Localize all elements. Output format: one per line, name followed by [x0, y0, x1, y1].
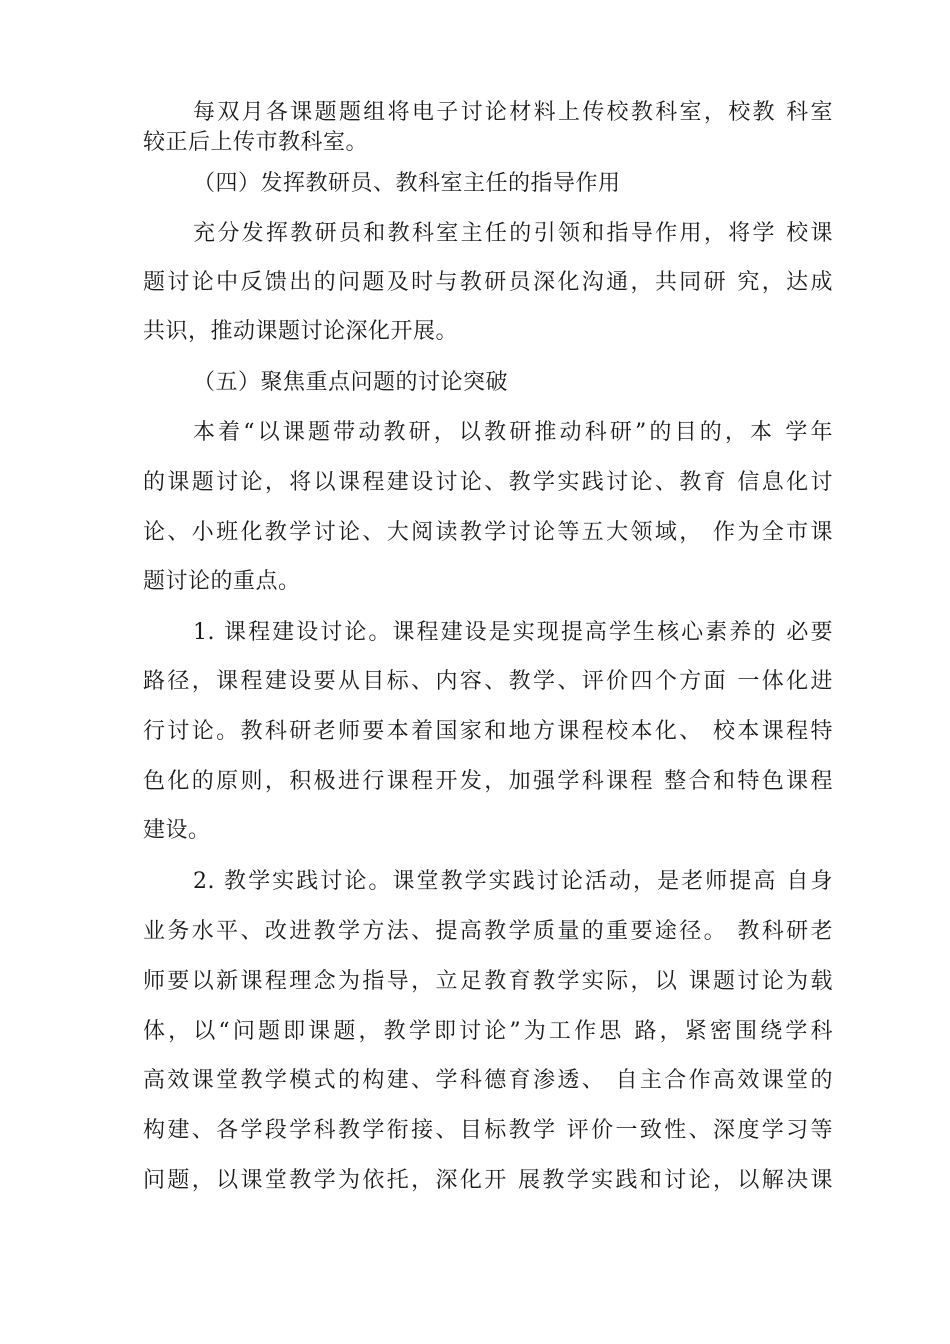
- section-heading: （五）聚焦重点问题的讨论突破: [193, 370, 509, 395]
- paragraph-line: 师要以新课程理念为指导，立足教育教学实际，以 课题讨论为载: [143, 969, 833, 994]
- paragraph-line: 每双月各课题题组将电子讨论材料上传校教科室，校教 科室: [193, 100, 833, 125]
- paragraph-line: 1. 课程建设讨论。课程建设是实现提高学生核心素养的 必要: [193, 620, 833, 645]
- paragraph-line: 建设。: [143, 818, 211, 843]
- section-heading: （四）发挥教研员、教科室主任的指导作用: [193, 171, 621, 196]
- paragraph-line: 本着“以课题带动教研，以教研推动科研”的目的，本 学年: [193, 420, 833, 445]
- paragraph-line: 较正后上传市教科室。: [143, 130, 369, 155]
- paragraph-line: 色化的原则，积极进行课程开发，加强学科课程 整合和特色课程: [143, 769, 833, 794]
- paragraph-line: 的课题讨论，将以课程建设讨论、教学实践讨论、教育 信息化讨: [143, 470, 833, 495]
- paragraph-line: 论、小班化教学讨论、大阅读教学讨论等五大领域， 作为全市课: [143, 520, 833, 545]
- paragraph-line: 高效课堂教学模式的构建、学科德育渗透、 自主合作高效课堂的: [143, 1068, 833, 1093]
- paragraph-line: 体，以“问题即课题，教学即讨论”为工作思 路，紧密围绕学科: [143, 1019, 833, 1044]
- paragraph-line: 业务水平、改进教学方法、提高教学质量的重要途径。 教科研老: [143, 919, 833, 944]
- paragraph-line: 问题，以课堂教学为依托，深化开 展教学实践和讨论，以解决课: [143, 1168, 833, 1193]
- paragraph-line: 题讨论的重点。: [143, 569, 301, 594]
- paragraph-line: 构建、各学段学科教学衔接、目标教学 评价一致性、深度学习等: [143, 1118, 833, 1143]
- paragraph-line: 路径，课程建设要从目标、内容、教学、评价四个方面 一体化进: [143, 669, 833, 694]
- paragraph-line: 充分发挥教研员和教科室主任的引领和指导作用，将学 校课: [193, 221, 833, 246]
- paragraph-line: 行讨论。教科研老师要本着国家和地方课程校本化、 校本课程特: [143, 719, 833, 744]
- paragraph-line: 题讨论中反馈出的问题及时与教研员深化沟通，共同研 究，达成: [143, 270, 833, 295]
- paragraph-line: 共识，推动课题讨论深化开展。: [143, 319, 459, 344]
- paragraph-line: 2. 教学实践讨论。课堂教学实践讨论活动，是老师提高 自身: [193, 869, 833, 894]
